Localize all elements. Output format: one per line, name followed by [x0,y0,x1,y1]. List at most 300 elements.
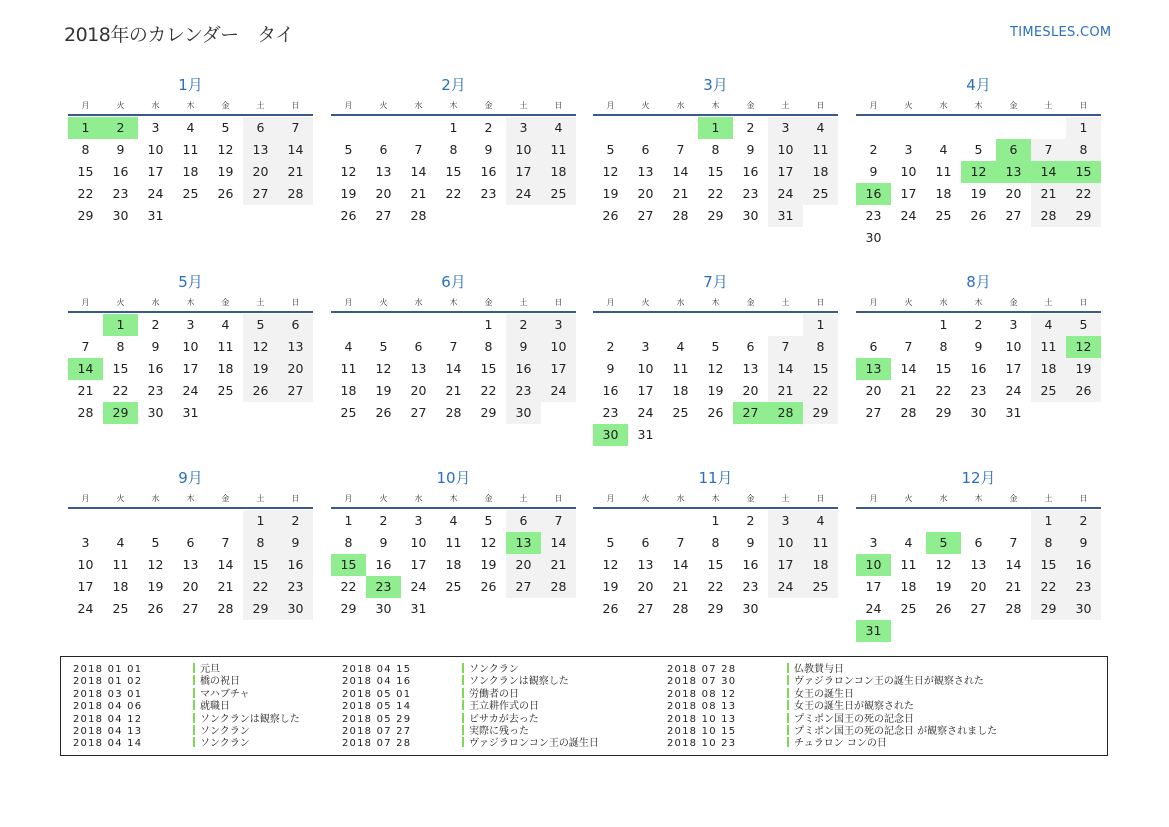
holiday-list-column [342,663,599,750]
empty-cell [856,117,891,139]
day-cell: 9 [1066,532,1101,554]
day-cell: 21 [445,383,462,398]
day-cell: 20 [506,554,541,576]
weekday-label: 月 [869,298,878,307]
day-cell: 5 [1066,314,1101,336]
day-cell: 30 [147,405,164,420]
day-cell: 9 [746,535,755,550]
holiday-date: 2018 04 06 [73,701,143,713]
day-cell: 22 [803,380,838,402]
empty-cell [926,117,961,139]
day-cell: 15 [1066,161,1101,183]
month-2 [331,73,576,227]
day-cell: 5 [221,120,230,135]
day-cell: 17 [865,579,882,594]
day-cell: 24 [865,601,882,616]
day-cell: 5 [606,142,615,157]
weekday-label: 土 [1044,298,1053,307]
day-cell: 5 [974,142,983,157]
day-cell: 1 [484,317,493,332]
holiday-list-column [667,663,997,750]
day-cell: 21 [1031,183,1066,205]
day-cell: 8 [711,142,720,157]
day-cell: 13 [410,361,427,376]
empty-cell [856,510,891,532]
empty-cell [103,510,138,532]
day-cell: 25 [182,186,199,201]
day-cell: 29 [707,601,724,616]
empty-cell [593,117,628,139]
day-cell: 20 [182,579,199,594]
month-title: 12月 [961,469,996,487]
day-cell: 6 [379,142,388,157]
day-cell: 15 [935,361,952,376]
weekday-label: 木 [974,494,983,503]
day-cell: 9 [746,142,755,157]
day-cell: 21 [768,380,803,402]
holiday-row [342,700,599,712]
holiday-name: ビサカが去った [469,713,539,725]
empty-cell [331,314,366,336]
holiday-marker [462,675,464,685]
day-cell: 23 [970,383,987,398]
weekday-label: 火 [116,494,125,503]
day-cell: 1 [711,513,720,528]
day-cell: 22 [445,186,462,201]
holiday-marker [193,700,195,710]
day-cell: 4 [803,510,838,532]
day-cell: 23 [278,576,313,598]
day-cell: 27 [410,405,427,420]
weekday-label: 日 [554,101,563,110]
day-cell: 24 [541,380,576,402]
day-cell: 20 [970,579,987,594]
day-cell: 26 [602,601,619,616]
day-cell: 31 [147,208,164,223]
day-grid [593,510,838,620]
day-cell: 28 [445,405,462,420]
holiday-name: チュラロン コンの日 [794,738,887,750]
day-cell: 7 [676,535,685,550]
day-cell: 29 [707,208,724,223]
day-cell: 12 [480,535,497,550]
day-cell: 5 [151,535,160,550]
day-cell: 15 [243,554,278,576]
day-cell: 4 [116,535,125,550]
weekday-label: 木 [449,494,458,503]
empty-cell [68,510,103,532]
weekday-label: 火 [904,298,913,307]
holiday-name: ソンクランは観察した [469,676,569,688]
day-cell: 9 [151,339,160,354]
day-cell: 5 [926,532,961,554]
day-cell: 27 [637,208,654,223]
day-cell: 7 [676,142,685,157]
month-title: 3月 [703,76,728,94]
empty-cell [173,510,208,532]
day-cell: 3 [151,120,160,135]
day-cell: 2 [746,120,755,135]
day-cell: 27 [733,402,768,424]
empty-cell [401,117,436,139]
day-cell: 30 [742,601,759,616]
day-cell: 9 [484,142,493,157]
weekday-label: 土 [519,494,528,503]
day-cell: 16 [602,383,619,398]
holiday-date: 2018 03 01 [73,688,143,700]
day-cell: 12 [147,557,164,572]
weekday-label: 火 [116,101,125,110]
weekday-header [593,97,838,116]
holiday-row [73,663,300,675]
day-cell: 24 [410,579,427,594]
day-cell: 24 [900,208,917,223]
day-cell: 23 [602,405,619,420]
holiday-date: 2018 10 15 [667,725,737,737]
day-cell: 26 [935,601,952,616]
day-grid [331,117,576,227]
day-cell: 18 [672,383,689,398]
day-cell: 16 [147,361,164,376]
day-cell: 6 [641,142,650,157]
day-cell: 6 [186,535,195,550]
day-cell: 27 [865,405,882,420]
day-cell: 2 [484,120,493,135]
day-cell: 9 [116,142,125,157]
day-cell: 20 [278,358,313,380]
day-grid [856,314,1101,424]
day-cell: 23 [1066,576,1101,598]
day-cell: 7 [221,535,230,550]
day-cell: 10 [410,535,427,550]
day-grid [331,510,576,620]
day-grid [856,510,1101,642]
day-cell: 17 [77,579,94,594]
weekday-label: 金 [221,101,230,110]
day-cell: 3 [768,117,803,139]
day-cell: 25 [672,405,689,420]
day-cell: 13 [182,557,199,572]
holiday-marker [193,663,195,673]
day-cell: 7 [1009,535,1018,550]
day-cell: 27 [278,380,313,402]
day-cell: 24 [77,601,94,616]
day-cell: 21 [410,186,427,201]
page-title: 2018年のカレンダー タイ [64,24,294,46]
empty-cell [663,117,698,139]
day-cell: 28 [900,405,917,420]
day-cell: 2 [379,513,388,528]
day-cell: 4 [803,117,838,139]
day-cell: 8 [711,535,720,550]
day-cell: 31 [1005,405,1022,420]
day-cell: 29 [803,402,838,424]
holiday-row [73,700,300,712]
day-cell: 19 [375,383,392,398]
weekday-label: 木 [711,101,720,110]
day-cell: 18 [900,579,917,594]
day-cell: 9 [379,535,388,550]
month-title: 4月 [966,76,991,94]
weekday-label: 金 [484,101,493,110]
holiday-date: 2018 08 13 [667,701,737,713]
day-cell: 15 [112,361,129,376]
weekday-header [593,490,838,509]
day-cell: 16 [742,164,759,179]
day-cell: 30 [278,598,313,620]
day-cell: 26 [602,208,619,223]
holiday-name: 元旦 [200,664,220,675]
holiday-marker [462,725,464,735]
day-cell: 11 [340,361,357,376]
day-cell: 18 [182,164,199,179]
day-cell: 22 [1031,576,1066,598]
empty-cell [628,510,663,532]
holiday-row [342,688,599,700]
day-cell: 19 [243,358,278,380]
weekday-label: 木 [974,298,983,307]
weekday-label: 月 [344,298,353,307]
day-cell: 11 [803,139,838,161]
weekday-label: 火 [641,494,650,503]
day-cell: 4 [676,339,685,354]
day-cell: 17 [1005,361,1022,376]
day-cell: 6 [974,535,983,550]
day-cell: 1 [698,117,733,139]
day-cell: 11 [112,557,129,572]
day-grid [68,314,313,424]
day-cell: 6 [641,535,650,550]
brand-logo[interactable]: TIMESLES.COM [1010,25,1112,40]
holiday-name: 就職日 [200,701,230,713]
weekday-header [68,490,313,509]
day-cell: 14 [410,164,427,179]
day-cell: 22 [1066,183,1101,205]
weekday-label: 火 [116,298,125,307]
empty-cell [996,510,1031,532]
weekday-label: 水 [676,298,685,307]
day-cell: 7 [904,339,913,354]
day-cell: 18 [935,186,952,201]
holiday-marker [787,688,789,698]
day-cell: 5 [379,339,388,354]
day-cell: 4 [344,339,353,354]
empty-cell [1031,117,1066,139]
holiday-name: プミポン国王の死の記念日 [794,713,914,725]
day-cell: 26 [217,186,234,201]
empty-cell [68,314,103,336]
day-cell: 18 [1031,358,1066,380]
day-cell: 16 [480,164,497,179]
holiday-marker [787,737,789,747]
day-grid [856,117,1101,249]
month-5 [68,270,313,424]
empty-cell [996,117,1031,139]
weekday-header [856,97,1101,116]
day-cell: 16 [375,557,392,572]
empty-cell [856,314,891,336]
holiday-name: プミポン国王の死の記念日 が観察されました [794,725,998,737]
holiday-name: 橋の祝日 [200,676,240,688]
day-cell: 25 [803,576,838,598]
weekday-label: 日 [291,101,300,110]
weekday-label: 金 [484,298,493,307]
holiday-date: 2018 01 01 [73,664,143,675]
holiday-marker [787,713,789,723]
day-cell: 20 [742,383,759,398]
day-cell: 21 [278,161,313,183]
day-cell: 11 [541,139,576,161]
day-cell: 9 [506,336,541,358]
day-cell: 13 [856,358,891,380]
day-cell: 14 [1031,161,1066,183]
day-cell: 26 [707,405,724,420]
empty-cell [401,314,436,336]
day-cell: 18 [541,161,576,183]
holiday-marker [462,700,464,710]
holiday-name: 仏教賛与日 [794,664,844,675]
weekday-label: 水 [151,298,160,307]
weekday-label: 水 [939,101,948,110]
day-cell: 31 [768,205,803,227]
day-grid [68,510,313,620]
day-cell: 22 [77,186,94,201]
weekday-label: 日 [554,298,563,307]
weekday-label: 日 [816,298,825,307]
holiday-name: マハブチャ [200,688,250,700]
day-cell: 15 [331,554,366,576]
day-cell: 7 [81,339,90,354]
holiday-row [667,725,997,737]
empty-cell [593,314,628,336]
holiday-name: ソンクランは観察した [200,713,300,725]
day-cell: 19 [970,186,987,201]
holiday-date: 2018 10 23 [667,738,737,750]
weekday-label: 金 [1009,101,1018,110]
day-cell: 23 [147,383,164,398]
weekday-header [331,97,576,116]
day-cell: 3 [414,513,423,528]
day-cell: 10 [637,361,654,376]
day-cell: 23 [865,208,882,223]
day-cell: 28 [768,402,803,424]
day-cell: 6 [278,314,313,336]
day-cell: 19 [935,579,952,594]
weekday-label: 月 [606,494,615,503]
day-cell: 14 [217,557,234,572]
weekday-label: 水 [939,298,948,307]
day-cell: 25 [935,208,952,223]
holiday-date: 2018 08 12 [667,688,737,700]
weekday-label: 火 [379,101,388,110]
day-cell: 1 [103,314,138,336]
day-cell: 30 [593,424,628,446]
day-cell: 12 [935,557,952,572]
month-title: 2月 [441,76,466,94]
month-title: 8月 [966,273,991,291]
day-cell: 23 [742,186,759,201]
day-cell: 30 [1066,598,1101,620]
day-cell: 11 [182,142,199,157]
day-cell: 5 [606,535,615,550]
day-cell: 8 [449,142,458,157]
day-cell: 2 [974,317,983,332]
weekday-label: 土 [781,298,790,307]
day-cell: 26 [480,579,497,594]
weekday-label: 月 [606,298,615,307]
day-cell: 10 [1005,339,1022,354]
day-cell: 4 [904,535,913,550]
day-cell: 6 [996,139,1031,161]
day-cell: 17 [506,161,541,183]
holiday-date: 2018 07 28 [667,664,737,675]
day-cell: 3 [1009,317,1018,332]
weekday-label: 金 [746,101,755,110]
holiday-date: 2018 05 14 [342,701,412,713]
day-cell: 1 [939,317,948,332]
month-title: 10月 [436,469,471,487]
day-cell: 10 [147,142,164,157]
day-cell: 15 [707,557,724,572]
holiday-name: 王立耕作式の日 [469,701,539,713]
weekday-label: 月 [344,101,353,110]
day-cell: 11 [445,535,462,550]
day-grid [593,117,838,227]
day-cell: 14 [445,361,462,376]
holiday-row [667,663,997,675]
weekday-header [331,490,576,509]
day-cell: 29 [935,405,952,420]
empty-cell [663,510,698,532]
day-cell: 29 [480,405,497,420]
weekday-header [331,294,576,313]
day-cell: 10 [506,139,541,161]
day-cell: 26 [970,208,987,223]
month-4 [856,73,1101,249]
day-cell: 28 [77,405,94,420]
weekday-header [856,490,1101,509]
day-cell: 10 [182,339,199,354]
day-cell: 28 [217,601,234,616]
day-cell: 10 [77,557,94,572]
day-cell: 8 [81,142,90,157]
day-cell: 21 [541,554,576,576]
day-cell: 20 [637,186,654,201]
day-cell: 7 [541,510,576,532]
day-cell: 29 [103,402,138,424]
empty-cell [138,510,173,532]
day-cell: 4 [221,317,230,332]
holiday-row [667,713,997,725]
day-cell: 10 [856,554,891,576]
holiday-row [667,700,997,712]
weekday-label: 土 [256,494,265,503]
day-cell: 2 [103,117,138,139]
day-cell: 12 [961,161,996,183]
day-cell: 21 [217,579,234,594]
weekday-label: 金 [484,494,493,503]
day-cell: 12 [340,164,357,179]
weekday-label: 水 [151,101,160,110]
month-7 [593,270,838,446]
holiday-name: ソンクラン [469,664,519,675]
day-cell: 19 [602,186,619,201]
holiday-name: 実際に残った [469,725,529,737]
day-cell: 1 [68,117,103,139]
day-cell: 14 [1005,557,1022,572]
holiday-row [667,688,997,700]
day-cell: 5 [484,513,493,528]
